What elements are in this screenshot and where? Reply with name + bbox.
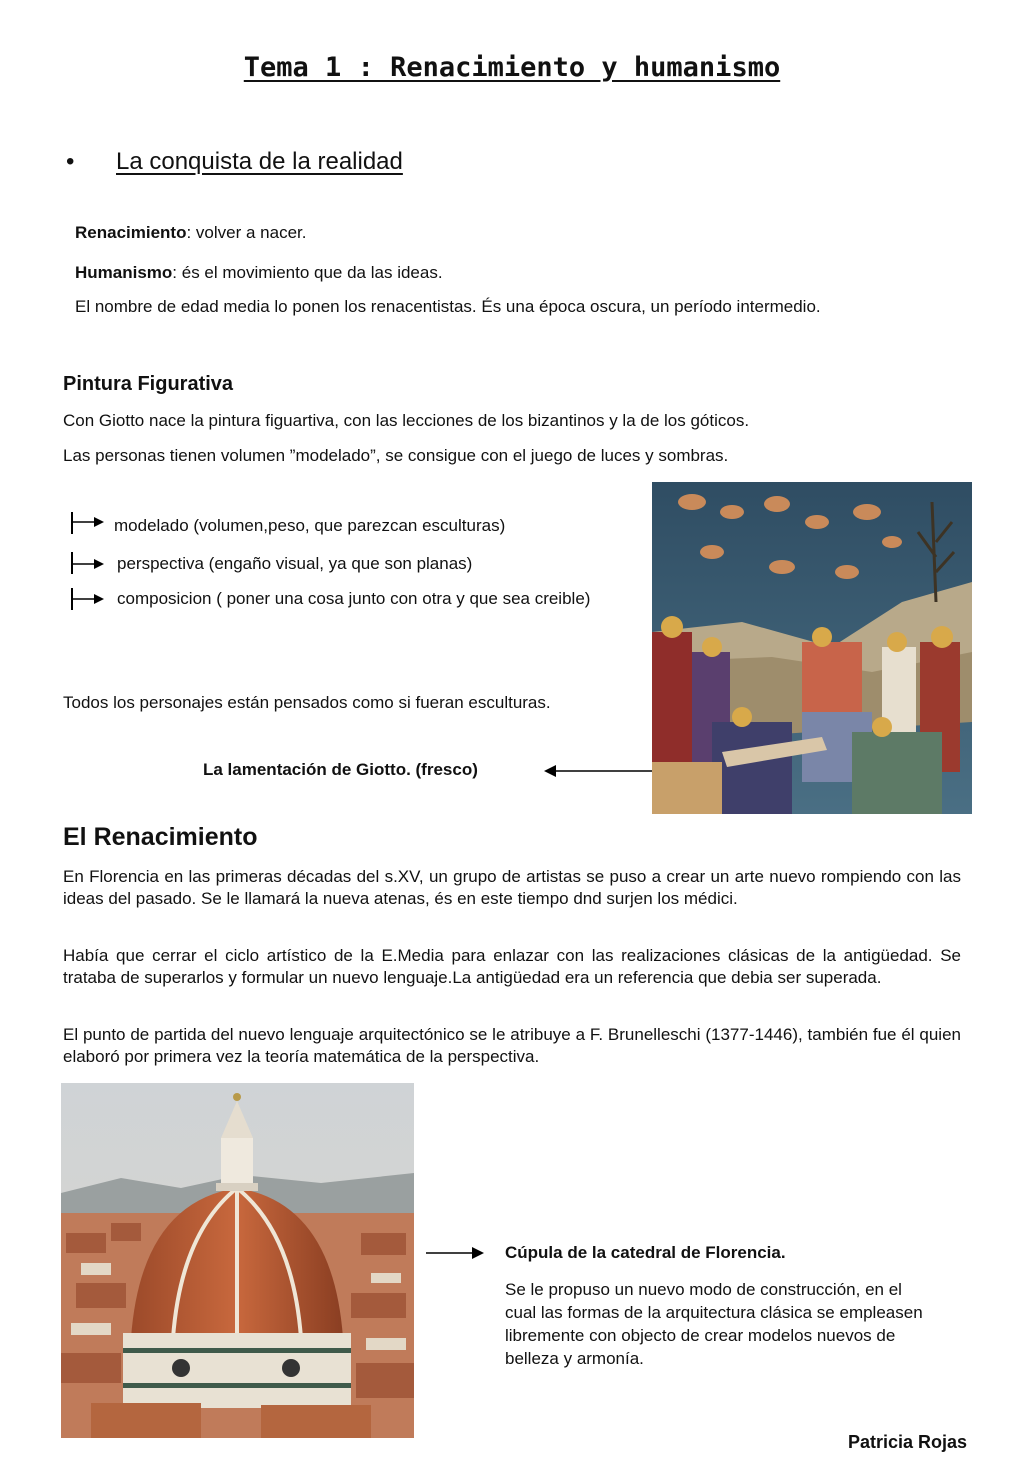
bullet-marker: • [66, 148, 75, 175]
renacimiento-paragraph-2: Había que cerrar el ciclo artístico de la E.Media para enlazar con las realizaciones clásicas de la antigüedad. Se trataba de superarlos y formular un nuevo lenguaje.La antigüedad era un referencia que debia ser superada. [63, 946, 961, 987]
cupula-text: Se le propuso un nuevo modo de construcción, en el cual las formas de la arquitectura clásica se empleasen libremente con objecto de crear modelos nuevos de belleza y armonía. [505, 1280, 923, 1368]
giotto-lamentation-image [652, 482, 972, 814]
humanismo-definition [75, 262, 443, 284]
edad-media-text: El nombre de edad media lo ponen los renacentistas. És una época oscura, un período intermedio. [75, 297, 821, 316]
renacimiento-paragraph-1: En Florencia en las primeras décadas del s.XV, un grupo de artistas se puso a crear un arte nuevo rompiendo con las ideas del pasado. Se le llamará la nueva atenas, és en este tiempo dnd surjen los médici. [63, 867, 961, 908]
giotto-arrow [540, 760, 655, 782]
renacimiento-definition [75, 222, 307, 244]
list-item-modelado: modelado (volumen,peso, que parezcan esculturas) [114, 516, 506, 535]
humanismo-def: : és el movimiento que da las ideas. [172, 263, 443, 282]
list-arrows [62, 508, 112, 612]
cupula-arrow [424, 1243, 488, 1263]
renacimiento-heading: El Renacimiento [63, 823, 258, 851]
pintura-heading: Pintura Figurativa [63, 373, 234, 395]
cupula-caption: Cúpula de la catedral de Florencia. [505, 1243, 786, 1262]
list-item-composicion: composicion ( poner una cosa junto con otra y que sea creible) [117, 589, 591, 608]
pintura-line-2: Las personas tienen volumen ”modelado”, se consigue con el juego de luces y sombras. [63, 446, 729, 465]
pintura-line-1: Con Giotto nace la pintura figuartiva, con las lecciones de los bizantinos y la de los góticos. [63, 411, 750, 430]
florence-cathedral-image [61, 1083, 414, 1438]
author-name: Patricia Rojas [848, 1432, 968, 1452]
renacimiento-paragraph-3: El punto de partida del nuevo lenguaje arquitectónico se le atribuye a F. Brunelleschi (1377-1446), también fue él quien elaboró por primera vez la teoría matemática de la perspectiva. [63, 1025, 961, 1066]
renacimiento-def: : volver a nacer. [186, 223, 307, 242]
personajes-text: Todos los personajes están pensados como si fueran esculturas. [63, 693, 551, 712]
giotto-caption: La lamentación de Giotto. (fresco) [203, 760, 478, 779]
list-item-perspectiva: perspectiva (engaño visual, ya que son planas) [117, 554, 473, 573]
page-title: Tema 1 : Renacimiento y humanismo [243, 52, 781, 83]
section-heading-conquista: La conquista de la realidad [116, 148, 403, 175]
renacimiento-term: Renacimiento [75, 223, 187, 242]
humanismo-term: Humanismo [75, 263, 173, 282]
